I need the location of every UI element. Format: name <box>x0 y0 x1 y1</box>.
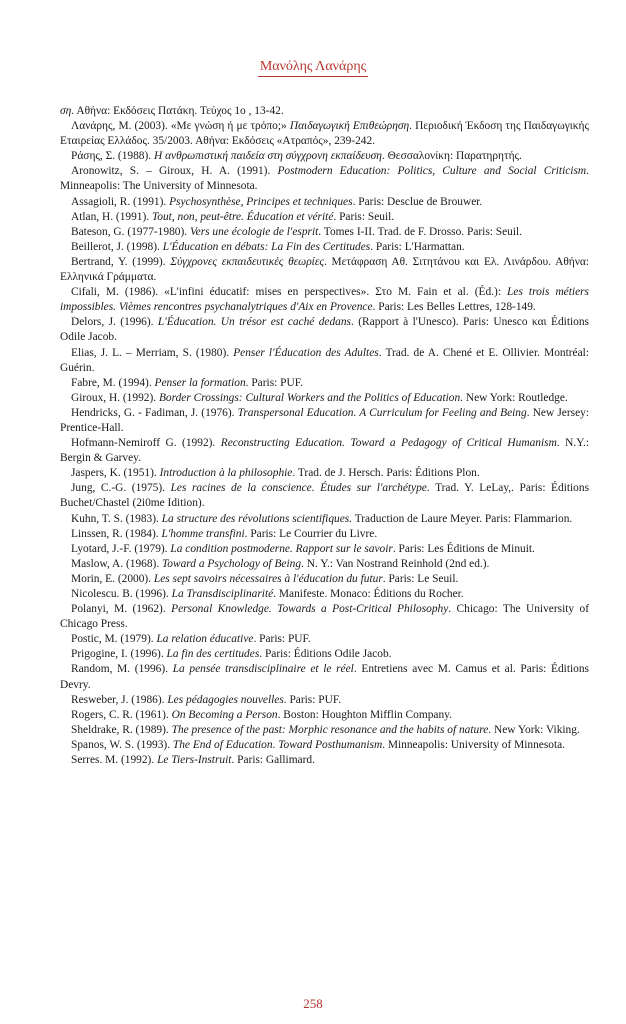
reference-text: Resweber, J. (1986). <box>71 693 168 706</box>
reference-title: Tout, non, peut-être. Éducation et vérité <box>152 210 334 223</box>
reference-text: . Paris: Desclue de Brouwer. <box>352 195 483 208</box>
reference-entry <box>60 662 589 692</box>
reference-title: Personal Knowledge. Towards a Post-Critical Philosophy <box>171 603 449 616</box>
reference-title: Παιδαγωγική Επιθεώρηση <box>289 120 410 133</box>
reference-text: . Paris: Le Seuil. <box>382 572 459 585</box>
reference-entry <box>60 376 589 391</box>
reference-text: . Trad. de J. Hersch. Paris: Éditions Plon. <box>292 467 480 480</box>
reference-text: Serres. M. (1992). <box>71 754 158 767</box>
reference-title: L'Éducation. Un trésor est caché dedans <box>157 316 351 329</box>
reference-entry <box>60 466 589 481</box>
reference-title: La Transdisciplinarité <box>171 588 274 600</box>
reference-text: . N. Y.: Van Nostrand Reinhold (2nd ed.). <box>301 557 490 570</box>
reference-title: La relation éducative <box>156 633 254 646</box>
reference-title: The presence of the past: Morphic resonance and the habits of nature <box>171 723 489 736</box>
reference-text: Cifali, M. (1986). «L'infini éducatif: mises en perspectives». Στο M. Fain et al. (Éd.): <box>71 286 508 299</box>
reference-text: . Minneapolis: The University of Minnesota. <box>60 165 589 193</box>
reference-text: . Paris: Seuil. <box>333 210 395 223</box>
reference-entry <box>60 632 589 647</box>
reference-entry <box>60 527 589 542</box>
author-running-title: Μανόλης Λανάρης <box>258 58 368 77</box>
reference-text: Beillerot, J. (1998). <box>71 240 163 253</box>
reference-entry <box>60 195 589 210</box>
reference-entry <box>60 149 589 164</box>
reference-text: . Paris: L'Harmattan. <box>370 240 465 253</box>
reference-text: Jaspers, K. (1951). <box>71 467 160 480</box>
reference-text: Giroux, H. (1992). <box>71 391 159 404</box>
reference-title: L'homme transfini <box>161 527 245 540</box>
reference-entry <box>60 738 589 753</box>
reference-entry <box>60 512 589 527</box>
reference-text: . New Jersey: Prentice-Hall. <box>60 406 589 434</box>
reference-entry <box>60 225 589 240</box>
reference-entry <box>60 255 589 285</box>
reference-text: . Paris: Éditions Odile Jacob. <box>259 648 392 661</box>
reference-text: Spanos, W. S. (1993). <box>71 738 173 751</box>
reference-text: . Θεσσαλονίκη: Παρατηρητής. <box>381 150 522 163</box>
reference-text: . Minneapolis: University of Minnesota. <box>382 738 566 751</box>
reference-entry <box>60 406 589 436</box>
reference-entry <box>60 557 589 572</box>
reference-title: La condition postmoderne. Rapport sur le savoir <box>170 542 393 555</box>
reference-entry <box>60 723 589 738</box>
reference-text: . Paris: PUF. <box>253 633 311 646</box>
reference-entry <box>60 285 589 315</box>
reference-entry <box>60 602 589 632</box>
reference-text: . Paris: PUF. <box>245 376 303 389</box>
reference-text: . Boston: Houghton Mifflin Company. <box>277 708 452 721</box>
reference-entry <box>60 481 589 511</box>
reference-title: Σύγχρονες εκπαιδευτικές θεωρίες <box>170 255 324 268</box>
reference-text: Postic, M. (1979). <box>71 633 157 646</box>
reference-title: On Becoming a Person <box>171 708 278 721</box>
reference-text: Random, M. (1996). <box>71 663 173 676</box>
reference-title: Introduction à la philosophie <box>159 467 293 480</box>
reference-text: Bertrand, Y. (1999). <box>71 255 171 268</box>
reference-entry <box>60 647 589 662</box>
reference-title: Les trois métiers impossibles. Vièmes rencontres psychanalytriques d'Aix en Provence <box>60 286 589 314</box>
reference-text: . Trad. Y. LeLay,. Paris: Éditions Buchet/Chastel (2i0me Idition). <box>60 482 590 510</box>
reference-text: . Μετάφραση Αθ. Σιτητάνου και Ελ. Λινάρδου. Αθήνα: Ελληνικά Γράμματα. <box>60 255 590 284</box>
reference-text: Maslow, A. (1968). <box>71 557 163 570</box>
reference-title: The End of Education. Toward Posthumanism <box>172 738 383 751</box>
reference-title: ση <box>60 105 72 117</box>
reference-entry <box>60 542 589 557</box>
reference-title: Les sept savoirs nécessaires à l'éducation du futur <box>153 572 383 585</box>
reference-text: . Paris: Le Courrier du Livre. <box>244 527 378 540</box>
reference-title: Reconstructing Education. Toward a Pedagogy of Critical Humanism <box>220 437 557 450</box>
reference-entry <box>60 240 589 255</box>
reference-entry <box>60 708 589 723</box>
reference-text: Bateson, G. (1977-1980). <box>71 225 190 238</box>
reference-text: . Trad. de A. Chené et E. Ollivier. Montréal: Guérin. <box>60 346 589 374</box>
reference-text: Assagioli, R. (1991). <box>71 195 170 208</box>
reference-text: . Paris: PUF. <box>283 693 342 706</box>
reference-title: Les racines de la conscience. Études sur l'archétype <box>170 482 427 495</box>
reference-text: Nicolescu. B. (1996). <box>71 588 172 600</box>
reference-entry <box>60 346 589 376</box>
page-number: 258 <box>303 996 323 1011</box>
reference-text: Kuhn, T. S. (1983). <box>71 512 162 525</box>
reference-text: Jung, C.-G. (1975). <box>71 482 171 495</box>
reference-title: L'Éducation en débats: La Fin des Certitudes <box>162 240 371 253</box>
reference-text: . Περιοδική Έκδοση της Παιδαγωγικής Εταιρείας Ελλάδος. 35/2003. Αθήνα: Εκδόσεις «Ατραπός», 239-242. <box>60 120 589 148</box>
reference-title: La structure des révolutions scientifiques. <box>161 512 353 525</box>
reference-entry <box>60 315 589 345</box>
reference-text: . Tomes I-II. Trad. de F. Drosso. Paris: Seuil. <box>318 225 523 238</box>
reference-text: . N.Y.: Bergin & Garvey. <box>60 437 589 465</box>
reference-text: Rogers, C. R. (1961). <box>71 708 172 721</box>
running-header <box>0 57 626 77</box>
reference-entry <box>60 572 589 587</box>
reference-list <box>60 104 589 768</box>
reference-text: Prigogine, I. (1996). <box>71 648 167 661</box>
reference-text: . Chicago: The University of Chicago Press. <box>60 603 589 631</box>
reference-text: . Paris: Les Éditions de Minuit. <box>392 542 535 555</box>
reference-text: . (Rapport à l'Unesco). Paris: Unesco και Éditions Odile Jacob. <box>60 316 589 344</box>
reference-text: Sheldrake, R. (1989). <box>71 723 172 736</box>
reference-title: La fin des certitudes <box>166 648 260 661</box>
reference-text: . Paris: Les Belles Lettres, 128-149. <box>372 301 536 314</box>
reference-text: . New York: Viking. <box>488 723 580 736</box>
reference-title: Penser la formation <box>154 376 246 389</box>
reference-title: Le Tiers-Instruit <box>157 754 232 767</box>
reference-title: Border Crossings: Cultural Workers and the Politics of Education <box>158 391 461 404</box>
reference-text: Hendricks, G. - Fadiman, J. (1976). <box>71 406 238 419</box>
reference-text: Elias, J. L. – Merriam, S. (1980). <box>71 346 234 359</box>
reference-text: . Manifeste. Monaco: Éditions du Rocher. <box>273 588 464 600</box>
reference-title: Transpersonal Education. A Curriculum for Feeling and Being <box>237 406 527 419</box>
reference-entry <box>60 119 589 149</box>
reference-text: Fabre, M. (1994). <box>71 376 155 389</box>
reference-text: Polanyi, M. (1962). <box>71 603 172 616</box>
reference-text: Atlan, H. (1991). <box>71 210 152 223</box>
reference-text: Lyotard, J.-F. (1979). <box>71 542 171 555</box>
reference-entry <box>60 436 589 466</box>
reference-title: Les pédagogies nouvelles <box>167 693 284 706</box>
reference-text: . New York: Routledge. <box>460 391 568 404</box>
reference-title: Toward a Psychology of Being <box>162 557 302 570</box>
reference-text: . Αθήνα: Εκδόσεις Πατάκη. Τεύχος 1ο , 13-42. <box>71 105 284 117</box>
reference-title: Psychosynthèse, Principes et techniques <box>169 195 353 208</box>
reference-entry <box>60 104 589 119</box>
reference-entry <box>60 587 589 602</box>
reference-title: Vers une écologie de l'esprit <box>189 225 319 238</box>
reference-title: Penser l'Éducation des Adultes <box>233 346 379 359</box>
reference-text: Morin, E. (2000). <box>71 572 154 585</box>
reference-text: . Paris: Gallimard. <box>231 754 315 767</box>
reference-entry <box>60 164 589 194</box>
reference-text: Traduction de Laure Meyer. Paris: Flammarion. <box>352 512 573 525</box>
reference-entry <box>60 753 589 768</box>
reference-entry <box>60 391 589 406</box>
reference-title: Η ανθρωπιστική παιδεία στη σύγχρονη εκπαίδευση <box>154 150 382 163</box>
reference-text: Delors, J. (1996). <box>71 316 158 329</box>
reference-text: Aronowitz, S. – Giroux, H. A. (1991). <box>71 165 278 178</box>
reference-text: . Entretiens avec M. Camus et al. Paris: Éditions Devry. <box>60 663 589 691</box>
reference-title: Postmodern Education: Politics, Culture and Social Criticism <box>277 165 587 178</box>
reference-text: Ράσης, Σ. (1988). <box>71 150 154 163</box>
reference-text: Hofmann-Nemiroff G. (1992). <box>71 437 221 450</box>
reference-title: La pensée transdisciplinaire et le réel <box>172 663 354 676</box>
reference-text: Linssen, R. (1984). <box>71 527 162 540</box>
reference-entry <box>60 693 589 708</box>
reference-text: Λανάρης, Μ. (2003). «Με γνώση ή με τρόπο;» <box>71 120 290 133</box>
reference-entry <box>60 210 589 225</box>
